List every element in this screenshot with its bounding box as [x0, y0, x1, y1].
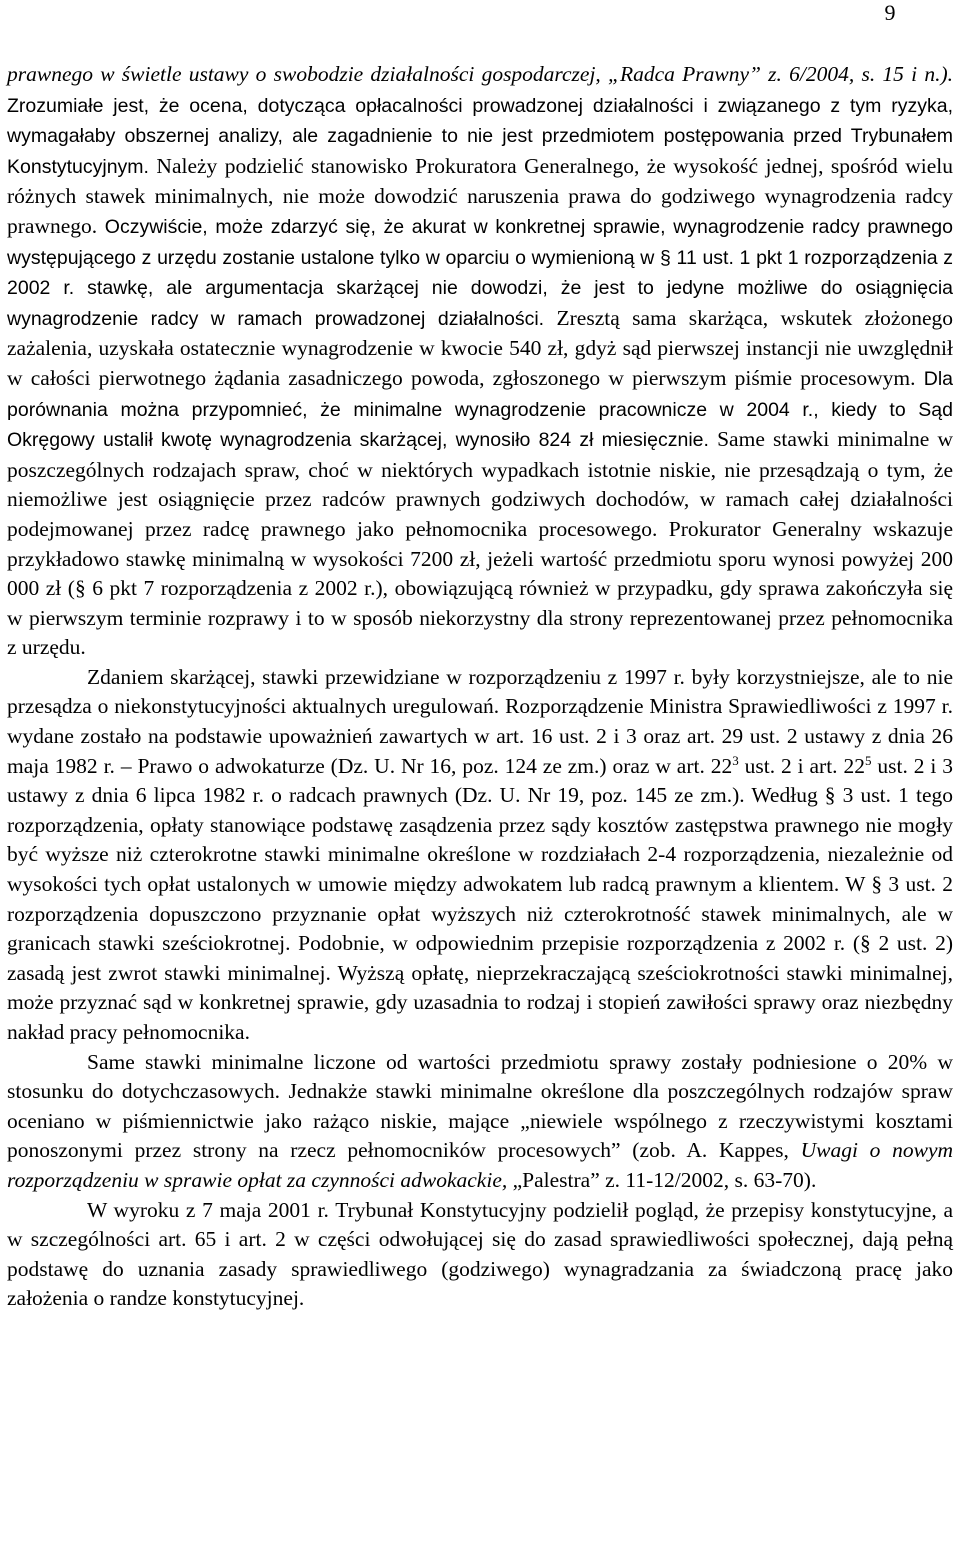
paragraph-1-text-a: Zrozumiałe jest, że ocena, dotycząca opłacalności prowadzonej działalności i związanego z tym ryzyka, wymagałaby obszernej analizy, ale zagadnienie to nie jest przedmiotem postępowania przed Trybunałem Konstytucyjnym.: [7, 94, 953, 178]
superscript-3: 3: [732, 752, 739, 768]
citation-continuation: prawnego w świetle ustawy o swobodzie działalności gospodarczej, „Radca Prawny” z. 6/2004, s. 15 i n.).: [7, 62, 953, 86]
paragraph-3-text-b: „Palestra” z. 11-12/2002, s. 63-70).: [507, 1167, 817, 1192]
paragraph-1: [7, 60, 953, 663]
paragraph-4-text: W wyroku z 7 maja 2001 r. Trybunał Konstytucyjny podzielił pogląd, że przepisy konstytucyjne, a w szczególności art. 65 i art. 2 w części odwołującej się do zasad sprawiedliwości społecznej, dają pełną podstawę do uznania zasady sprawiedliwego (godziwego) wynagradzania za świadczoną pracę jako założenia o randze konstytucyjnej.: [7, 1197, 953, 1311]
paragraph-1-text-f: Same stawki minimalne w poszczególnych rodzajach spraw, choć w niektórych wypadkach istotnie niskie, nie przesądzają o tym, że niemożliwe jest osiągnięcie przez radców prawnych godziwych dochodów, w ramach całej działalności podejmowanej przez radcę prawnego jako pełnomocnika procesowego.: [7, 427, 953, 541]
paragraph-2: [7, 663, 953, 1048]
paragraph-3: [7, 1048, 953, 1196]
paragraph-1-text-c: Oczywiście, może zdarzyć się, że akurat w konkretnej sprawie, wynagrodzenie radcy prawnego występującego z urzędu zostanie ustalone tylko w oparciu o wymienioną w § 11 ust. 1 pkt 1 rozporządzenia z 2002 r. stawkę, ale argumentacja skarżącej nie dowodzi, że jest to jedyne możliwe do osiągnięcia wynagrodzenie radcy w ramach prowadzonej działalności.: [7, 215, 953, 330]
paragraph-1-text-b: Należy podzielić stanowisko Prokuratora Generalnego, że wysokość jednej, spośród wielu różnych stawek minimalnych, nie może dowodzić naruszenia prawa do godziwego wynagrodzenia radcy prawnego.: [7, 153, 953, 238]
paragraph-2-text-c: ust. 2 i 3 ustawy z dnia 6 lipca 1982 r. o radcach prawnych (Dz. U. Nr 19, poz. 145 ze zm.). Według § 3 ust. 1 tego rozporządzenia, opłaty stanowiące podstawę zasądzenia przez sądy kosztów zastępstwa prawnego nie mogły być wyższe niż czterokrotne stawki minimalne określone w rozdziałach 2-4 rozporządzenia, niezależnie od wysokości tych opłat ustalonych w umowie między adwokatem lub radcą prawnym a klientem. W § 3 ust. 2 rozporządzenia dopuszczono przyznanie opłat wyższych niż czterokrotność stawek minimalnych, ale w granicach stawki sześciokrotnej. Podobnie, w odpowiednim przepisie rozporządzenia z 2002 r. (§ 2 ust. 2) zasadą jest zwrot stawki minimalnej. Wyższą opłatę, nieprzekraczającą sześciokrotności stawki minimalnej, może przyznać sąd w konkretnej sprawie, gdy uzasadnia to rodzaj i stopień zawiłości sprawy oraz niezbędny nakład pracy pełnomocnika.: [7, 753, 953, 1044]
paragraph-4: [7, 1196, 953, 1314]
document-body: [7, 60, 953, 1314]
paragraph-2-text-a: Zdaniem skarżącej, stawki przewidziane w rozporządzeniu z 1997 r. były korzystniejsze, ale to nie przesądza o niekonstytucyjności aktualnych uregulowań. Rozporządzenie Ministra Sprawiedliwości z 1997 r. wydane zostało na podstawie upoważnień zawartych w art. 16 ust. 2 i 3 oraz art. 29 ust. 2 ustawy z dnia 26 maja 1982 r. – Prawo o adwokaturze (Dz. U. Nr 16, poz. 124 ze zm.) oraz w art. 22: [7, 664, 953, 778]
superscript-5: 5: [864, 752, 872, 768]
paragraph-3-text-a: Same stawki minimalne liczone od wartości przedmiotu sprawy zostały podniesione o 20% w stosunku do dotychczasowych. Jednakże stawki minimalne określone dla poszczególnych rodzajów spraw oceniano w piśmiennictwie jako rażąco niskie, mające „niewiele wspólnego z rzeczywistymi kosztami ponoszonymi przez strony na rzecz pełnomocników procesowych” (zob. A. Kappes,: [7, 1049, 953, 1163]
paragraph-1-text-d: Zresztą sama skarżąca, wskutek złożonego zażalenia, uzyskała ostatecznie wynagrodzenie w kwocie 540 zł, gdyż sąd pierwszej instancji nie uwzględnił w całości pierwotnego żądania zasadniczego powoda, zgłoszonego w pierwszym piśmie procesowym.: [7, 305, 953, 390]
page-number: 9: [884, 0, 896, 25]
paragraph-1-text-e: Dla porównania można przypomnieć, że minimalne wynagrodzenie pracownicze w 2004 r., kiedy to Sąd Okręgowy ustalił kwotę wynagrodzenia skarżącej, wynosiło 824 zł miesięcznie.: [7, 367, 953, 452]
paragraph-2-text-b: ust. 2 i art. 22: [738, 753, 865, 778]
paragraph-1-text-g: Prokurator Generalny wskazuje przykładowo stawkę minimalną w wysokości 7200 zł, jeżeli wartość przedmiotu sporu wynosi powyżej 200 000 zł (§ 6 pkt 7 rozporządzenia z 2002 r.), obowiązującą również w przypadku, gdy sprawa zakończyła się w pierwszym terminie rozprawy i to w sposób niekorzystny dla strony reprezentowanej przez pełnomocnika z urzędu.: [7, 516, 953, 660]
cited-article-title: Uwagi o nowym rozporządzeniu w sprawie opłat za czynności adwokackie,: [7, 1138, 954, 1192]
